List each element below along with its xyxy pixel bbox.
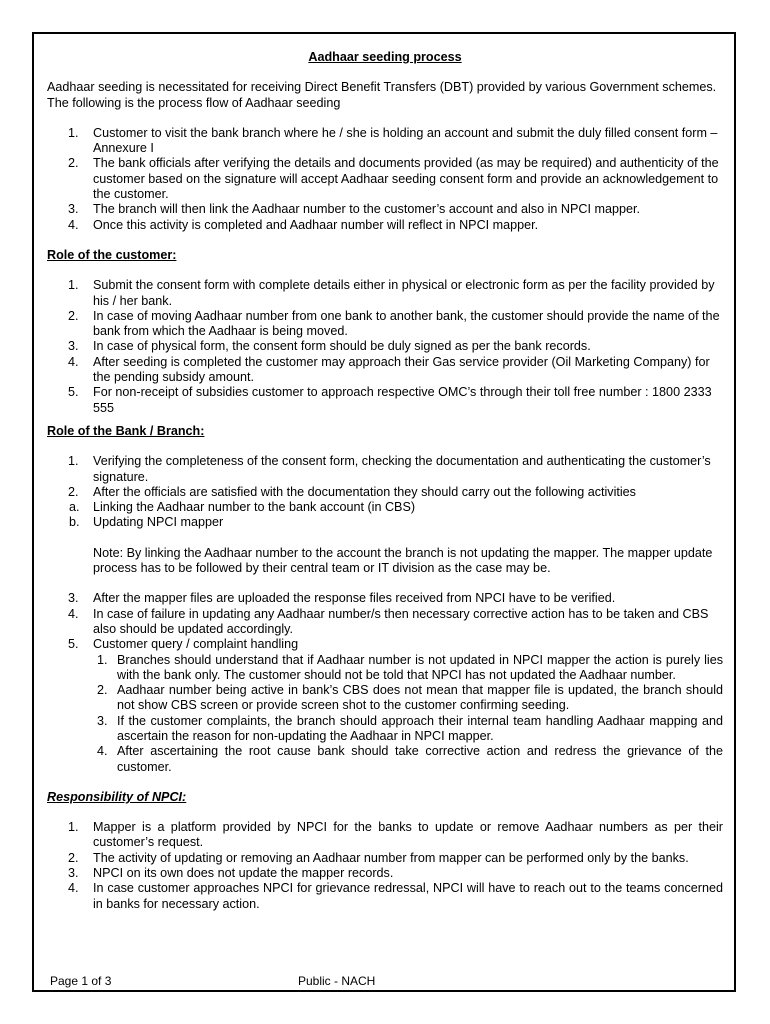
page-number: Page 1 of 3 [50,974,112,988]
list-item: 2. The bank officials after verifying the details and documents provided (as may be required) and authenticity of the customer based on the signature will accept Aadhaar seeding consent form and provide an acknowledgement to the customer. [68,156,719,202]
list-item: 5. For non-receipt of subsidies customer to approach respective OMC’s through their toll free number : 1800 2333 555 [68,385,712,415]
list-item: 3. The branch will then link the Aadhaar number to the customer’s account and also in NPCI mapper. [68,202,640,217]
list-item: 4. After ascertaining the root cause bank should take corrective action and redress the grievance of the customer. [97,744,723,774]
classification-label: Public - NACH [298,974,376,988]
complaint-handling-sublist [93,653,723,775]
process-list [47,126,723,233]
list-item: 3. If the customer complaints, the branch should approach their internal team handling Aadhaar mapping and ascertain the reason for non-updating the Aadhaar in NPCI mapper. [97,713,723,743]
list-item: 1. Branches should understand that if Aadhaar number is not updated in NPCI mapper the action is purely lies with the bank only. The customer should not be told that NPCI has not updated the Aadhaar number. [97,652,723,682]
list-item: 1. Submit the consent form with complete details either in physical or electronic form as per the facility provided by his / her bank. [68,278,715,308]
list-item: 1. Customer to visit the bank branch where he / she is holding an account and submit the duly filled consent form – Annexure I [68,125,718,156]
customer-role-heading: Role of the customer: [47,247,177,262]
list-item: 4. After seeding is completed the customer may approach their Gas service provider (Oil Marketing Company) for the pending subsidy amount. [68,354,710,385]
document-title: Aadhaar seeding process [308,50,462,64]
list-item: 4. In case of failure in updating any Aadhaar number/s then necessary corrective action has to be taken and CBS also should be updated accordingly. [68,606,709,636]
list-item: 5. Customer query / complaint handling 1. Branches should understand that if Aadhaar number is not updated in NPCI mapper the action is purely lies with the bank only. The customer should not be told that NPCI has not updated the Aadhaar number. 2. Aadhaar number being active in bank’s CBS does not mean that mapper file is updated, the branch should not show CBS screen or provide screen shot to the customer confirming seeding. 3. If the customer complaints, the branch should approach their internal team handling Aadhaar mapping and ascertain the reason for non-updating the Aadhaar in NPCI mapper. 4. After ascertaining the root cause bank should take corrective action and redress the grievance of the customer. [68,637,723,774]
list-item: 3. After the mapper files are uploaded the response files received from NPCI have to be verified. [68,591,616,606]
bank-role-list-continued [47,591,723,775]
document-body [47,47,723,912]
list-item: 3. In case of physical form, the consent form should be duly signed as per the bank records. [68,339,591,354]
list-item: 2. Aadhaar number being active in bank’s CBS does not mean that mapper file is updated, the branch should not show CBS screen or provide screen shot to the customer confirming seeding. [97,683,723,713]
bank-role-heading: Role of the Bank / Branch: [47,423,205,438]
npci-responsibility-heading: Responsibility of NPCI: [47,789,187,804]
list-item: 4. Once this activity is completed and Aadhaar number will reflect in NPCI mapper. [68,217,539,232]
list-item: 4. In case customer approaches NPCI for grievance redressal, NPCI will have to reach out to the teams concerned in banks for necessary action. [68,881,723,911]
list-item: 2. The activity of updating or removing an Aadhaar number from mapper can be performed only by the banks. [68,850,689,865]
intro-paragraph: Aadhaar seeding is necessitated for receiving Direct Benefit Transfers (DBT) provided by various Government schemes. The following is the process flow of Aadhaar seeding [47,80,717,110]
list-item: 3. NPCI on its own does not update the mapper records. [68,866,394,881]
list-item: 2. After the officials are satisfied with the documentation they should carry out the following activities a. Linking the Aadhaar number to the bank account (in CBS) b. Updating NPCI mapper [47,485,723,531]
list-item: 1. Verifying the completeness of the consent form, checking the documentation and authenticating the customer’s signature. [68,454,711,484]
customer-role-list [47,278,723,416]
list-item: 1. Mapper is a platform provided by NPCI for the banks to update or remove Aadhaar numbers as per their customer’s request. [68,820,723,850]
list-item: b. Updating NPCI mapper [69,515,224,530]
bank-activity-sublist [47,500,723,531]
bank-note: Note: By linking the Aadhaar number to the account the branch is not updating the mapper. The mapper update process has to be followed by their central team or IT division as the case may be. [93,545,713,576]
npci-responsibility-list [47,820,723,912]
list-item: a. Linking the Aadhaar number to the bank account (in CBS) [69,500,416,515]
bank-role-list [47,454,723,530]
list-item: 2. In case of moving Aadhaar number from one bank to another bank, the customer should provide the name of the bank from which the Aadhaar is being moved. [68,308,720,339]
